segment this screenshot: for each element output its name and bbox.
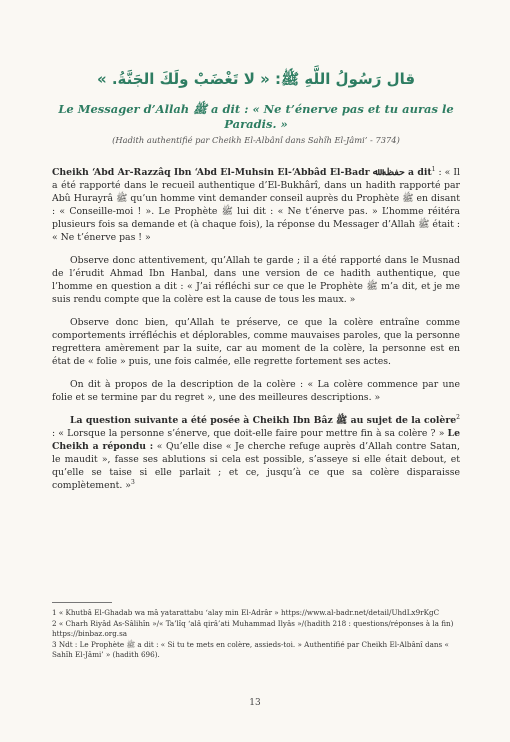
body-text	[52, 166, 460, 492]
author-attribution: Cheikh ‘Abd Ar-Razzâq Ibn ‘Abd El-Muhsin El-‘Abbâd El-Badr ﺣﻔﻈﻪ ﷲ a dit	[52, 167, 432, 178]
page-number: 13	[249, 698, 261, 708]
paragraph-2: Observe donc attentivement, qu’Allah te garde ; il a été rapporté dans le Musnad de l’érudit Ahmad Ibn Hanbal, dans une version de ce hadith authentique, que l’homme en question a dit : « J’ai réfléchi sur ce que le Prophète ﷺ m’a dit, et je me suis rendu compte que la colère est la cause de tous les maux. »	[52, 255, 460, 305]
paragraph-4: On dit à propos de la description de la colère : « La colère commence par une folie et se termine par du regret », une des meilleures descriptions. »	[52, 379, 460, 403]
footnote-ref-2: 2	[456, 413, 460, 421]
footnotes	[52, 608, 460, 661]
paragraph-1-text: : « Il a été rapporté dans le recueil authentique d’El-Bukhârî, dans un hadith rapporté par Abû Hurayrâ ﷺ qu’un homme vint demander conseil auprès du Prophète ﷺ en disant : « Conseille-moi ! ». Le Prophète ﷺ lui dit : « Ne t’énerve pas. » L’homme réitéra plusieurs fois sa demande et (à chaque fois), la réponse du Messager d’Allah ﷺ était : « Ne t’énerve pas ! »	[52, 167, 460, 243]
paragraph-1	[52, 166, 460, 244]
hadith-source: (Hadith authentifié par Cheikh El-Albânî dans Sahîh El-Jâmi’ - 7374)	[112, 135, 400, 145]
footnote-1: 1 « Khutbâ El-Ghadab wa mâ yatarattabu ‘alay min El-Adrâr » https://www.al-badr.net/detail/UhdLx9rKgC	[52, 608, 440, 617]
paragraph-5-question: : « Lorsque la personne s’énerve, que doit-elle faire pour mettre fin à sa colère ? »	[52, 428, 448, 439]
paragraph-5-answer: « Qu’elle dise « Je cherche refuge auprès d’Allah contre Satan, le maudit », fasse ses ablutions si cela est possible, s’asseye si elle était debout, et qu’elle se taise si elle parlait ; et ce, jusqu’à ce que sa colère disparaisse complètement. »	[52, 441, 460, 491]
arabic-hadith-title: قال رَسُولُ اللَّهِ ﷺ: « لا تَغْضَبْ ولَكَ الجَنَّةُ. »	[96, 70, 416, 88]
answer-heading: Le Cheikh a répondu :	[52, 428, 460, 452]
paragraph-5	[52, 414, 460, 492]
question-heading: La question suivante a été posée à Cheikh Ibn Bâz ﷺ au sujet de la colère	[70, 415, 457, 426]
footnote-ref-3: 3	[130, 478, 135, 486]
paragraph-3: Observe donc bien, qu’Allah te préserve, ce que la colère entraîne comme comportements irréfléchis et déplorables, comme mauvaises paroles, que la personne regrettera amèrement par la suite, car au moment de la colère, la personne est en état de « folie » puis, une fois calmée, elle regrette fortement ses actes.	[52, 317, 460, 367]
french-hadith-title: Le Messager d’Allah ﷺ a dit : « Ne t’énerve pas et tu auras le Paradis. »	[58, 102, 454, 131]
footnote-ref-1: 1	[431, 165, 436, 173]
footnote-3: 3 Ndt : Le Prophète ﷺ a dit : « Si tu te mets en colère, assieds-toi. » Authentifié par Cheikh El-Albânî dans « Sahîh El-Jâmi’ » (hadith 696).	[52, 639, 449, 659]
footnote-2: 2 « Charh Riyâd As-Sâlihîn »/« Ta’lîq ‘alâ qirâ’ati Muhammad Ilyâs »/(hadith 218 : questions/réponses à la fin) https://binbaz.org.sa	[52, 618, 454, 638]
